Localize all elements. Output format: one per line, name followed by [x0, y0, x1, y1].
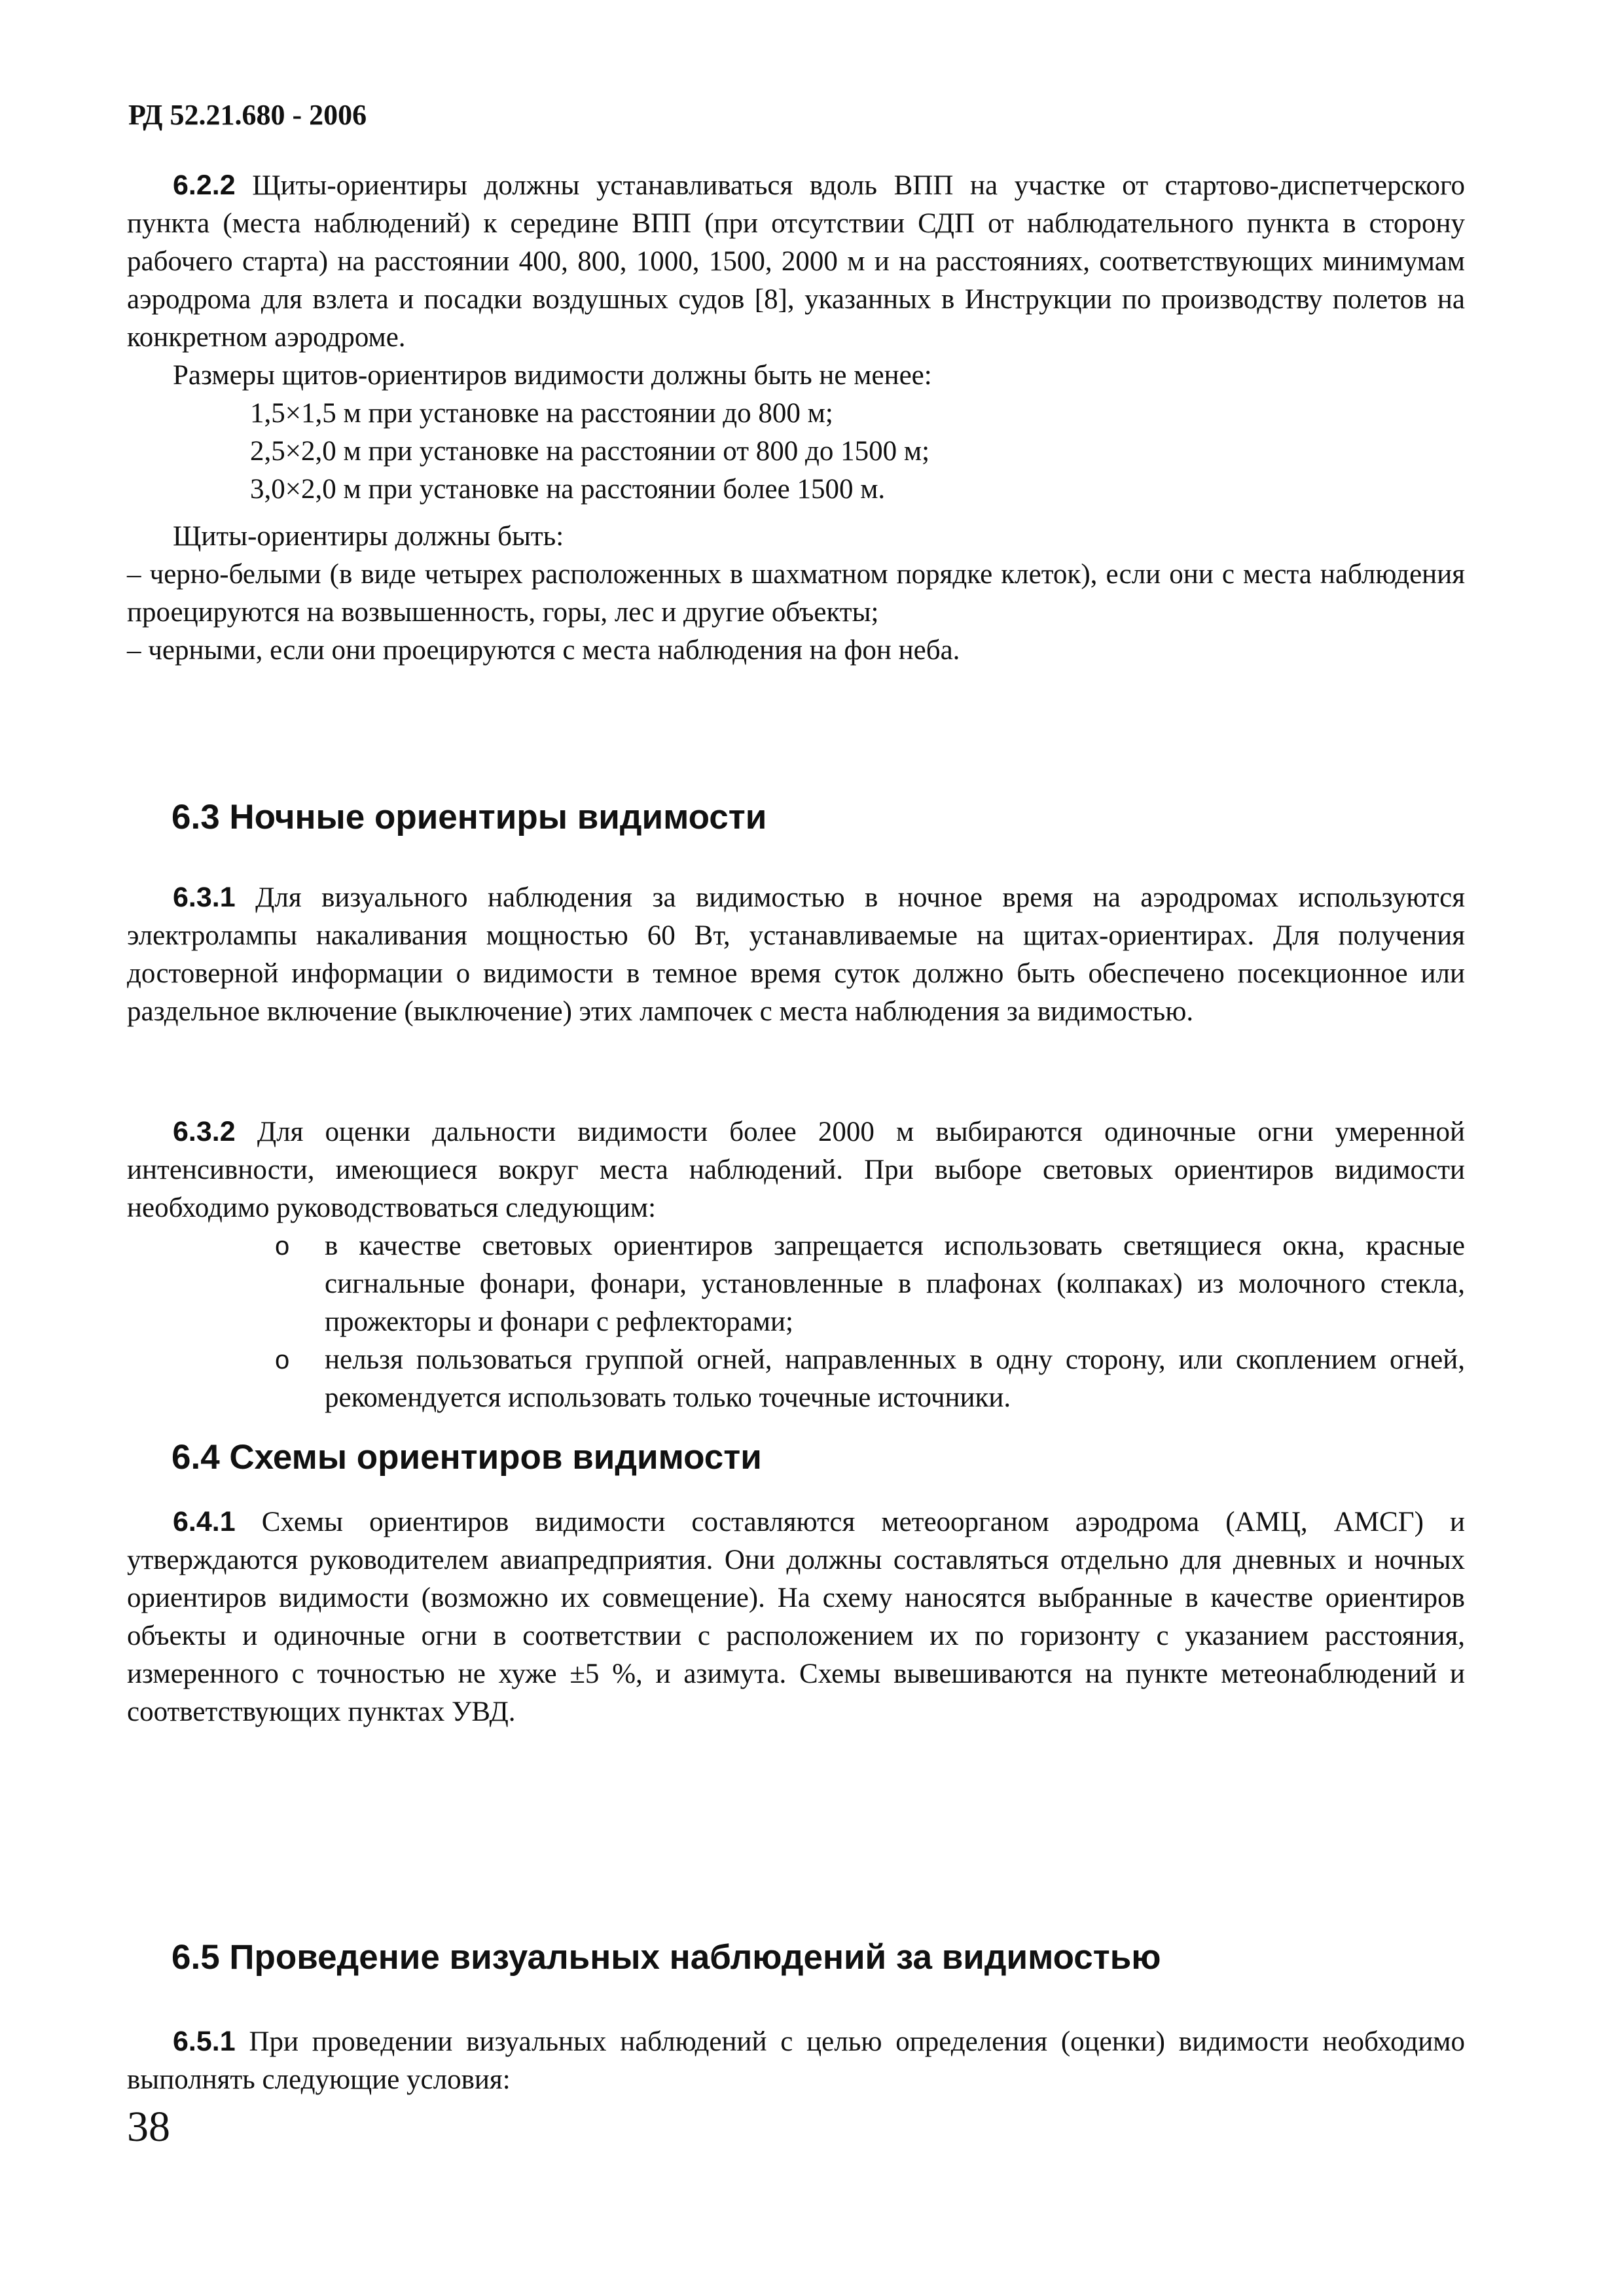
paragraph-6-3-1 [127, 878, 1465, 1031]
light-rules-list [127, 1227, 1465, 1417]
clause-number: 6.4.1 [173, 1506, 236, 1537]
section-heading-6-3: 6.3 Ночные ориентиры видимости [171, 798, 767, 836]
bullet-circle-icon: o [275, 1232, 290, 1261]
sizes-list [127, 395, 1465, 509]
section-heading-6-4: 6.4 Схемы ориентиров видимости [171, 1438, 762, 1477]
paragraph-text: При проведении визуальных наблюдений с целью определения (оценки) видимости необходимо выполнять следующие условия: [127, 2026, 1466, 2095]
boards-item: – черными, если они проецируются с места наблюдения на фон неба. [127, 635, 960, 666]
list-item [127, 1227, 1465, 1341]
section-6-3-1 [127, 878, 1465, 1031]
clause-number: 6.5.1 [173, 2026, 236, 2057]
document-id-header: РД 52.21.680 - 2006 [128, 99, 367, 131]
sizes-list-item: 3,0×2,0 м при установке на расстоянии более 1500 м. [250, 474, 886, 505]
paragraph-6-3-2 [127, 1113, 1465, 1227]
section-6-2-2 [127, 166, 1465, 670]
boards-item: – черно-белыми (в виде четырех расположенных в шахматном порядке клеток), если они с места наблюдения проецируются на возвышенность, горы, лес и другие объекты; [127, 559, 1465, 628]
boards-intro: Щиты-ориентиры должны быть: [173, 521, 564, 552]
clause-number: 6.2.2 [173, 170, 236, 201]
paragraph-6-2-2 [127, 166, 1465, 357]
paragraph-text: Щиты-ориентиры должны устанавливаться вдоль ВПП на участке от стартово-диспетчерского пункта (места наблюдений) к середине ВПП (при отсутствии СДП от наблюдательного пункта в сторону рабочего старта) на расстоянии 400, 800, 1000, 1500, 2000 м и на расстояниях, соответствующих минимумам аэродрома для взлета и посадки воздушных судов [8], указанных в Инструкции по производству полетов на конкретном аэродроме. [127, 170, 1466, 353]
sizes-list-item: 2,5×2,0 м при установке на расстоянии от 800 до 1500 м; [250, 436, 930, 467]
clause-number: 6.3.1 [173, 882, 236, 913]
list-item-text: в качестве световых ориентиров запрещается использовать светящиеся окна, красные сигнальные фонари, фонари, установленные в плафонах (колпаках) из молочного стекла, прожекторы и фонари с рефлекторами; [325, 1230, 1465, 1337]
sizes-list-item: 1,5×1,5 м при установке на расстоянии до 800 м; [250, 398, 833, 429]
paragraph-6-5-1 [127, 2022, 1465, 2099]
paragraph-text: Схемы ориентиров видимости составляются метеоорганом аэродрома (АМЦ, АМСГ) и утверждаются руководителем авиапредприятия. Они должны составляться отдельно для дневных и ночных ориентиров видимости (возможно их совмещение). На схему наносятся выбранные в качестве ориентиров объекты и одиночные огни в соответствии с расположением их по горизонту с указанием расстояния, измеренного с точностью не хуже ±5 %, и азимута. Схемы вывешиваются на пункте метеонаблюдений и соответствующих пунктах УВД. [127, 1507, 1465, 1727]
section-6-5-1 [127, 2022, 1465, 2099]
page-number: 38 [127, 2103, 170, 2151]
bullet-circle-icon: o [275, 1346, 290, 1374]
section-6-3-2 [127, 1113, 1465, 1417]
section-heading-6-5: 6.5 Проведение визуальных наблюдений за видимостью [171, 1938, 1161, 1977]
sizes-intro: Размеры щитов-ориентиров видимости должны быть не менее: [173, 360, 932, 391]
list-item [127, 1341, 1465, 1417]
paragraph-6-4-1 [127, 1503, 1465, 1731]
paragraph-text: Для оценки дальности видимости более 2000 м выбираются одиночные огни умеренной интенсивности, имеющиеся вокруг места наблюдений. При выборе световых ориентиров видимости необходимо руководствоваться следующим: [127, 1117, 1465, 1223]
list-item-text: нельзя пользоваться группой огней, направленных в одну сторону, или скоплением огней, рекомендуется использовать только точечные источники. [325, 1344, 1465, 1413]
section-6-4-1 [127, 1503, 1465, 1731]
paragraph-text: Для визуального наблюдения за видимостью в ночное время на аэродромах используются электролампы накаливания мощностью 60 Вт, устанавливаемые на щитах-ориентирах. Для получения достоверной информации о видимости в темное время суток должно быть обеспечено посекционное или раздельное включение (выключение) этих лампочек с места наблюдения за видимостью. [127, 882, 1466, 1027]
clause-number: 6.3.2 [173, 1116, 236, 1147]
